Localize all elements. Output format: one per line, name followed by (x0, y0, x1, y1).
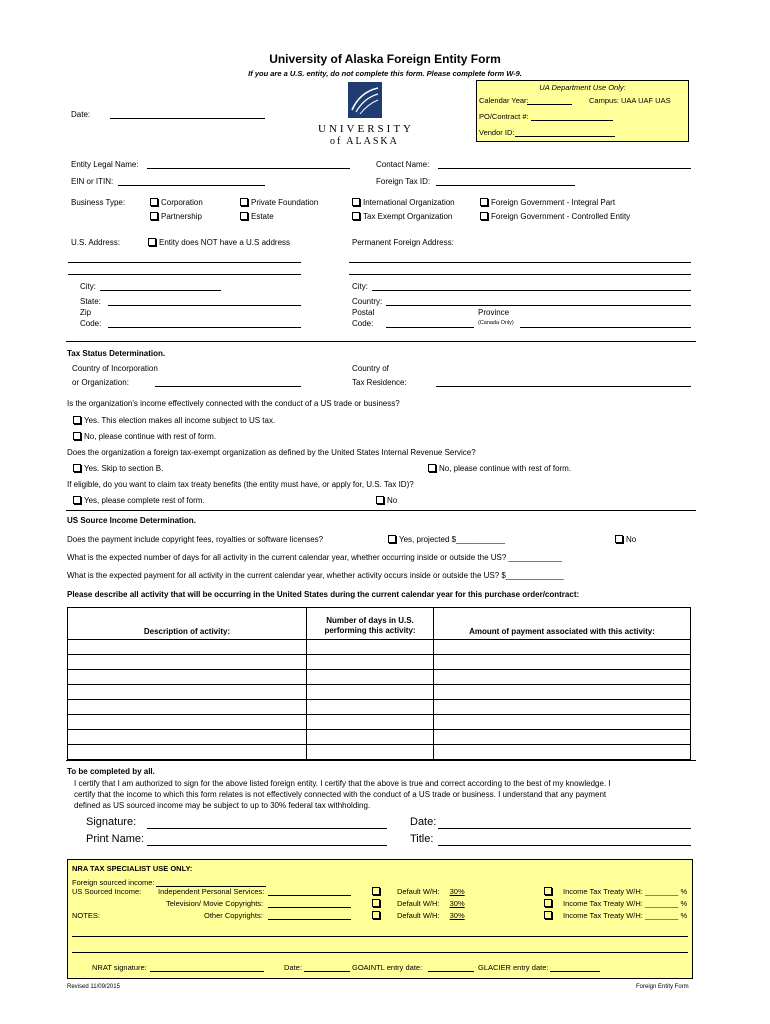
contact-name-label: Contact Name: (376, 160, 430, 169)
campus-label: Campus: (589, 96, 620, 105)
logo-university: UNIVERSITY (318, 123, 414, 135)
footer-revised: Revised 11/09/2015 (67, 984, 120, 990)
entity-legal-name-label: Entity Legal Name: (71, 160, 139, 169)
goaintl-field[interactable] (428, 971, 474, 972)
col-amount: Amount of payment associated with this activity: (434, 608, 691, 640)
certify-heading: To be completed by all. (67, 767, 155, 776)
certify-text-3: defined as US sourced income may be subject to up to 30% federal tax withholding. (74, 801, 371, 810)
other-copyrights-label: Other Copyrights: (204, 911, 263, 920)
q1-yes-checkbox[interactable]: Yes. This election makes all income subject to US tax. (73, 416, 275, 425)
calendar-year-label: Calendar Year: (479, 96, 529, 105)
indep-services-label: Independent Personal Services: (158, 887, 265, 896)
indep-services-field[interactable] (268, 895, 351, 896)
foreign-address-line-2[interactable] (349, 274, 691, 275)
po-contract-label: PO/Contract #: (479, 112, 529, 121)
us-address-label: U.S. Address: (71, 238, 120, 247)
postal-code-field[interactable] (386, 327, 474, 328)
q4-no-checkbox[interactable]: No (615, 535, 636, 544)
treaty-wh-row[interactable]: Income Tax Treaty W/H: ________ % (544, 911, 687, 920)
q2-yes-checkbox[interactable]: Yes. Skip to section B. (73, 464, 163, 473)
us-address-line-2[interactable] (68, 274, 301, 275)
table-row[interactable] (68, 715, 691, 730)
notes-label: NOTES: (72, 911, 100, 920)
goaintl-label: GOAINTL entry date: (352, 963, 423, 972)
foreign-tax-id-label: Foreign Tax ID: (376, 177, 431, 186)
bt-international-org[interactable]: International Organization (352, 198, 455, 207)
sign-date-field[interactable] (438, 828, 691, 829)
nrat-signature-field[interactable] (150, 971, 264, 972)
notes-line-1[interactable] (72, 936, 688, 937)
business-type-label: Business Type: (71, 198, 126, 207)
foreign-sourced-label: Foreign sourced income: (72, 878, 155, 887)
bt-fg-controlled[interactable]: Foreign Government - Controlled Entity (480, 212, 630, 221)
q1-no-checkbox[interactable]: No, please continue with rest of form. (73, 432, 216, 441)
table-row[interactable] (68, 685, 691, 700)
question-copyright: Does the payment include copyright fees, royalties or software licenses? (67, 535, 324, 544)
divider (66, 341, 696, 342)
ein-label: EIN or ITIN: (71, 177, 114, 186)
country-residence-label: Country of (352, 364, 389, 373)
col-days: Number of days in U.S. performing this activity: (307, 608, 434, 640)
default-wh-row[interactable]: Default W/H: 30% (372, 899, 465, 908)
col-description: Description of activity: (68, 608, 307, 640)
signature-field[interactable] (147, 828, 387, 829)
sign-title-label: Title: (410, 833, 434, 845)
bt-partnership[interactable]: Partnership (150, 212, 202, 221)
vendor-id-label: Vendor ID: (479, 128, 515, 137)
contact-name-field[interactable] (438, 168, 691, 169)
date-field[interactable] (110, 118, 265, 119)
q3-no-checkbox[interactable]: No (376, 496, 397, 505)
nrat-signature-label: NRAT signature: (92, 963, 147, 972)
foreign-tax-id-field[interactable] (436, 185, 575, 186)
postal-code-label: Code: (352, 319, 374, 328)
university-logo-icon (348, 82, 382, 118)
default-wh-row[interactable]: Default W/H: 30% (372, 911, 465, 920)
q4-yes-checkbox[interactable]: Yes, projected $___________ (388, 535, 505, 544)
glacier-label: GLACIER entry date: (478, 963, 549, 972)
divider (66, 510, 696, 511)
q2-no-checkbox[interactable]: No, please continue with rest of form. (428, 464, 571, 473)
entity-legal-name-field[interactable] (147, 168, 350, 169)
country-residence-field[interactable] (436, 386, 691, 387)
certify-text-2: certify that the income to which this form relates is not effectively connected with the conduct of a US trade or business. I understand that any payment (74, 790, 607, 799)
bt-corporation[interactable]: Corporation (150, 198, 203, 207)
no-us-address-checkbox[interactable]: Entity does NOT have a U.S address (148, 238, 290, 247)
us-address-line-1[interactable] (68, 262, 301, 263)
vendor-id-field[interactable] (515, 136, 615, 137)
foreign-address-line-1[interactable] (349, 262, 691, 263)
date-label: Date: (71, 110, 91, 119)
print-name-field[interactable] (147, 845, 387, 846)
bt-estate[interactable]: Estate (240, 212, 274, 221)
notes-line-2[interactable] (72, 952, 688, 953)
logo-alaska: of ALASKA (330, 136, 399, 147)
print-name-label: Print Name: (86, 833, 145, 845)
default-wh-row[interactable]: Default W/H: 30% (372, 887, 465, 896)
zip-code-field[interactable] (108, 327, 301, 328)
divider (66, 760, 696, 761)
nra-box (67, 859, 693, 979)
state-field[interactable] (108, 305, 301, 306)
table-row[interactable] (68, 655, 691, 670)
table-row[interactable] (68, 670, 691, 685)
foreign-city-field[interactable] (372, 290, 691, 291)
city-field[interactable] (100, 290, 221, 291)
state-label: State: (80, 297, 101, 306)
province-field[interactable] (520, 327, 691, 328)
signature-label: Signature: (86, 816, 137, 828)
page-subtitle: If you are a U.S. entity, do not complete this form. Please complete form W-9. (248, 69, 522, 78)
country-incorporation-label: Country of Incorporation (72, 364, 158, 373)
activity-table (67, 607, 691, 760)
nra-heading: NRA TAX SPECIALIST USE ONLY: (72, 864, 193, 873)
sign-date-label: Date: (410, 816, 437, 828)
page-title: University of Alaska Foreign Entity Form (269, 52, 501, 66)
bt-fg-integral[interactable]: Foreign Government - Integral Part (480, 198, 615, 207)
question-expected-days: What is the expected number of days for all activity in the current calendar year, whether occurring inside or outside the US? ____________ (67, 553, 562, 562)
postal-label: Postal (352, 308, 375, 317)
campus-options: UAA UAF UAS (621, 96, 671, 105)
table-row[interactable] (68, 730, 691, 745)
other-copyrights-field[interactable] (268, 919, 351, 920)
nrat-date-label: Date: (284, 963, 302, 972)
question-effectively-connected: Is the organization's income effectively connected with the conduct of a US trade or business? (67, 399, 400, 408)
dept-box-heading: UA Department Use Only: (539, 83, 626, 92)
footer-form-name: Foreign Entity Form (636, 984, 689, 990)
zip-code-label: Code: (80, 319, 102, 328)
us-source-heading: US Source Income Determination. (67, 516, 196, 525)
describe-activity-heading: Please describe all activity that will be occurring in the United States during the current calendar year for this purchase order/contract: (67, 590, 580, 599)
foreign-city-label: City: (352, 282, 368, 291)
us-sourced-label: US Sourced Income: (72, 887, 142, 896)
treaty-wh-row[interactable]: Income Tax Treaty W/H: ________ % (544, 887, 687, 896)
question-tax-treaty: If eligible, do you want to claim tax treaty benefits (the entity must have, or apply for, U.S. Tax ID)? (67, 480, 414, 489)
tax-status-heading: Tax Status Determination. (67, 349, 166, 358)
bt-tax-exempt-org[interactable]: Tax Exempt Organization (352, 212, 452, 221)
country-incorporation-label-2: or Organization: (72, 378, 129, 387)
q3-yes-checkbox[interactable]: Yes, please complete rest of form. (73, 496, 205, 505)
country-residence-label-2: Tax Residence: (352, 378, 407, 387)
country-label: Country: (352, 297, 383, 306)
certify-text-1: I certify that I am authorized to sign for the above listed foreign entity. I certify that the above is true and correct according to the best of my knowledge. I (74, 779, 611, 788)
province-label: Province (478, 308, 510, 317)
question-expected-payment: What is the expected payment for all activity in the current calendar year, whether activity occurs inside or outside the US? $_____________ (67, 571, 564, 580)
treaty-wh-row[interactable]: Income Tax Treaty W/H: ________ % (544, 899, 687, 908)
country-field[interactable] (386, 305, 691, 306)
bt-private-foundation[interactable]: Private Foundation (240, 198, 318, 207)
table-row[interactable] (68, 745, 691, 760)
ein-field[interactable] (118, 185, 265, 186)
dept-use-box (476, 80, 689, 142)
tv-copyrights-field[interactable] (268, 907, 351, 908)
nrat-date-field[interactable] (304, 971, 350, 972)
calendar-year-field[interactable] (527, 104, 572, 105)
foreign-address-label: Permanent Foreign Address: (352, 238, 454, 247)
tv-copyrights-label: Television/ Movie Copyrights: (166, 899, 264, 908)
zip-label: Zip (80, 308, 92, 317)
po-contract-field[interactable] (531, 120, 613, 121)
canada-only-label: (Canada Only) (478, 320, 514, 326)
table-row[interactable] (68, 640, 691, 655)
country-incorporation-field[interactable] (155, 386, 301, 387)
glacier-field[interactable] (550, 971, 600, 972)
city-label: City: (80, 282, 96, 291)
question-tax-exempt: Does the organization a foreign tax-exempt organization as defined by the United States Internal Revenue Service? (67, 448, 476, 457)
table-row[interactable] (68, 700, 691, 715)
sign-title-field[interactable] (438, 845, 691, 846)
